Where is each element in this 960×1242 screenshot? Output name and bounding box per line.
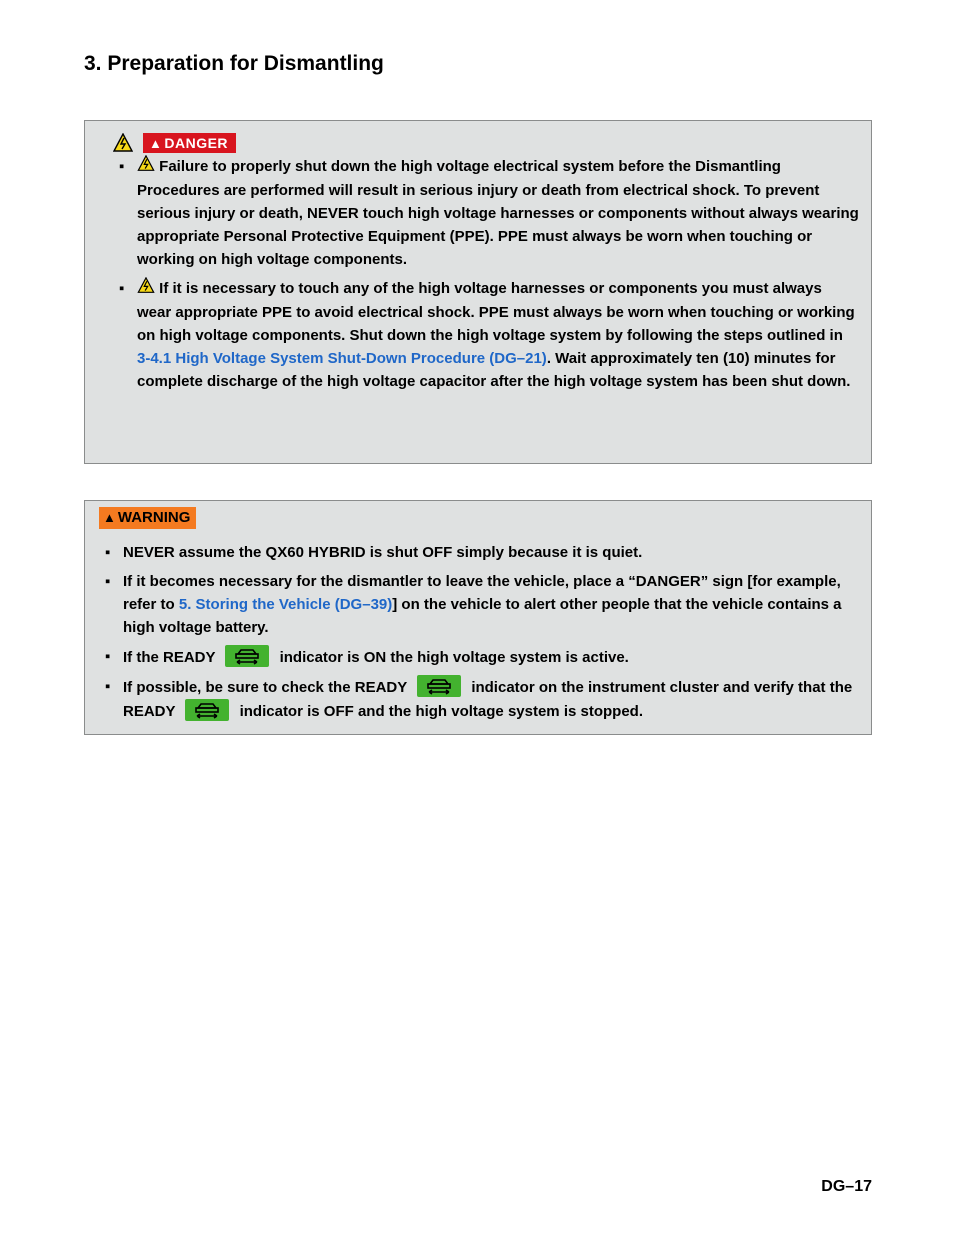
bullet: ▪: [105, 648, 111, 665]
bullet: ▪: [105, 678, 111, 695]
ready-indicator-icon: [225, 645, 269, 667]
warning-item-text: indicator on the instrument cluster and verify that the READY: [123, 679, 853, 720]
danger-item: [113, 155, 859, 271]
ready-indicator-icon: [417, 675, 461, 697]
warning-item: [99, 645, 859, 669]
warning-item-text: ] on the vehicle to alert other people that the vehicle contains a high voltage battery.: [123, 596, 842, 636]
warning-item: [99, 675, 859, 723]
warning-triangle-icon: ▲: [103, 510, 116, 525]
page-number: DG–17: [821, 1178, 872, 1195]
danger-item: [113, 277, 859, 393]
high-voltage-icon: [137, 155, 155, 179]
warning-item-text: indicator is ON the high voltage system is active.: [279, 649, 629, 666]
warning-item-text: If it becomes necessary for the dismantler to leave the vehicle, place a “DANGER” sign [for example, refer to: [123, 573, 841, 613]
warning-item-text: indicator is OFF and the high voltage system is stopped.: [239, 703, 643, 720]
danger-item-text: Failure to properly shut down the high voltage electrical system before the Dismantling Procedures are performed will result in serious injury or death from electrical shock. To prevent serious injury or death, NEVER touch high voltage harnesses or components without always wearing appropriate Personal Protective Equipment (PPE). PPE must always be worn when touching or working on high voltage components.: [137, 158, 859, 269]
danger-label: DANGER: [164, 135, 229, 151]
bullet: ▪: [119, 280, 125, 298]
bullet: ▪: [119, 158, 125, 175]
danger-list: [113, 155, 859, 399]
warning-triangle-icon: ▲: [149, 136, 163, 151]
bullet: ▪: [105, 544, 111, 561]
bullet: ▪: [105, 573, 111, 590]
danger-item-text: If it is necessary to touch any of the high voltage harnesses or components you must always wear appropriate PPE to avoid electrical shock. PPE must always be worn when touching or working on high voltage components. Shut down the high voltage system by following the steps outlined in: [137, 280, 855, 345]
warning-badge: [99, 507, 196, 529]
warning-item-text: NEVER assume the QX60 HYBRID is shut OFF simply because it is quiet.: [123, 544, 643, 561]
warning-item: [99, 570, 859, 639]
warning-list: [99, 541, 859, 729]
warning-item-text: If possible, be sure to check the READY: [123, 679, 407, 696]
danger-badge: [143, 133, 236, 153]
danger-box: [84, 120, 872, 464]
shutdown-procedure-link[interactable]: 3-4.1 High Voltage System Shut-Down Procedure (DG–21): [137, 350, 547, 368]
danger-item-text: . Wait approximately ten (10) minutes for complete discharge of the high voltage capacitor after the high voltage system has been shut down.: [137, 350, 851, 391]
warning-box: [84, 500, 872, 735]
page-title: 3. Preparation for Dismantling: [84, 52, 384, 75]
warning-item-text: If the READY: [123, 649, 216, 666]
ready-indicator-icon: [185, 699, 229, 721]
high-voltage-icon: [137, 277, 155, 301]
storing-vehicle-link[interactable]: 5. Storing the Vehicle (DG–39): [178, 596, 393, 613]
warning-item: [99, 541, 859, 564]
high-voltage-icon: [113, 133, 133, 155]
warning-label: WARNING: [117, 509, 191, 526]
